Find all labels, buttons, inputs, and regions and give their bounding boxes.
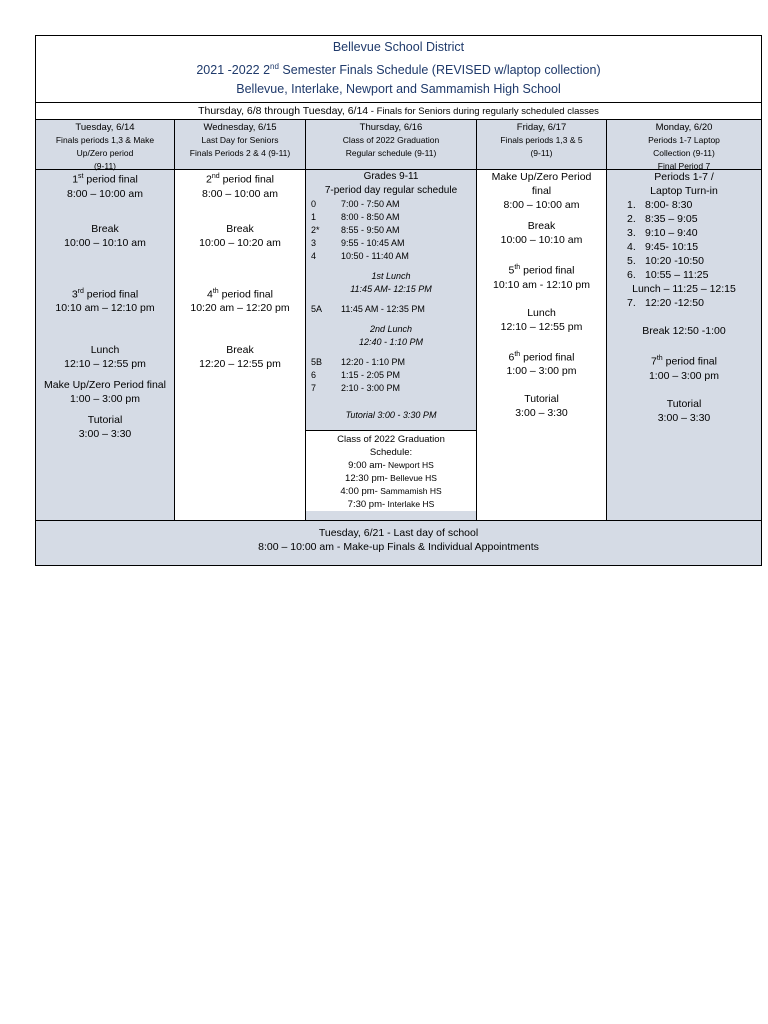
grad-item bbox=[306, 472, 476, 485]
wednesday-day: Wednesday, 6/15 bbox=[203, 122, 277, 134]
fri-p6-num: 6 bbox=[508, 351, 515, 364]
thu-period-list bbox=[306, 198, 476, 263]
wed-p2-num: 2 bbox=[206, 173, 212, 186]
mon-tutorial-label: Tutorial bbox=[666, 397, 702, 410]
tue-makeup-time: 1:00 – 3:00 pm bbox=[69, 393, 141, 406]
fri-p6-rest: period final bbox=[520, 351, 575, 364]
thu-period-time: 2:10 - 3:00 PM bbox=[341, 383, 401, 394]
grad-title-1: Class of 2022 Graduation bbox=[337, 434, 445, 446]
fri-lunch-label: Lunch bbox=[527, 306, 556, 319]
mon-period-num: 7. bbox=[627, 297, 636, 310]
mon-period-time: 12:20 -12:50 bbox=[645, 297, 704, 310]
fri-p5-time: 10:10 am - 12:10 pm bbox=[493, 278, 590, 291]
grad-school: Interlake HS bbox=[385, 499, 435, 510]
mon-period-num: 4. bbox=[627, 241, 636, 254]
thu-period-row bbox=[306, 250, 476, 263]
fri-break-time: 10:00 – 10:10 am bbox=[500, 234, 583, 247]
mon-p7-time: 1:00 – 3:00 pm bbox=[648, 369, 720, 382]
tue-tutorial-time: 3:00 – 3:30 bbox=[78, 428, 132, 441]
footer-last-day: - Last day of school bbox=[384, 527, 479, 540]
thu-period-row bbox=[306, 224, 476, 237]
mon-p7-label bbox=[607, 352, 761, 369]
thu-period-5a bbox=[306, 303, 476, 316]
thu-period-num: 6 bbox=[311, 370, 317, 381]
mon-period-time: 10:55 – 11:25 bbox=[645, 269, 709, 282]
friday-body bbox=[477, 170, 606, 520]
grad-school: Newport HS bbox=[385, 460, 434, 471]
tue-lunch-label: Lunch bbox=[90, 344, 120, 357]
mon-period-item bbox=[627, 240, 761, 254]
friday-sub1: Finals periods 1,3 & 5 bbox=[500, 135, 583, 146]
senior-dates-note: - Finals for Seniors during regularly scheduled classes bbox=[368, 106, 599, 118]
tue-p1-num: 1 bbox=[72, 173, 79, 186]
mon-p7-rest: period final bbox=[662, 355, 717, 368]
tuesday-sub1: Finals periods 1,3 & Make bbox=[55, 135, 155, 146]
schedule-title bbox=[36, 57, 761, 80]
grad-time: 9:00 am- bbox=[348, 460, 386, 472]
thu-period-row bbox=[306, 356, 476, 369]
fri-p5-num: 5 bbox=[508, 264, 515, 277]
schools-title: Bellevue, Interlake, Newport and Sammamish High School bbox=[236, 82, 561, 97]
thu-period-time: 11:45 AM - 12:35 PM bbox=[341, 304, 425, 315]
grad-time: 4:00 pm- bbox=[340, 486, 378, 498]
fri-makeup-time: 8:00 – 10:00 am bbox=[503, 199, 580, 212]
wed-break2-label: Break bbox=[226, 344, 254, 357]
wed-p2-label bbox=[175, 170, 305, 187]
graduation-schedule-box bbox=[306, 430, 476, 511]
fri-p5-rest: period final bbox=[520, 264, 575, 277]
column-friday bbox=[477, 120, 607, 520]
wed-p2-sup: nd bbox=[211, 173, 220, 181]
finals-schedule-sheet bbox=[35, 35, 762, 566]
column-tuesday bbox=[36, 120, 175, 520]
wed-p2-time: 8:00 – 10:00 am bbox=[202, 187, 278, 200]
friday-day: Friday, 6/17 bbox=[516, 122, 567, 134]
thu-period-row bbox=[306, 369, 476, 382]
thu-period-time: 1:15 - 2:05 PM bbox=[341, 370, 401, 381]
grad-time: 7:30 pm- bbox=[347, 499, 386, 511]
grad-time: 12:30 pm- bbox=[345, 473, 388, 485]
thu-period-num: 4 bbox=[311, 251, 317, 262]
grad-school: Bellevue HS bbox=[387, 473, 437, 484]
tuesday-header bbox=[36, 120, 174, 170]
district-title: Bellevue School District bbox=[332, 40, 465, 54]
mon-period-list bbox=[607, 198, 761, 282]
friday-sub2: (9-11) bbox=[530, 148, 553, 159]
mon-heading-1: Periods 1-7 / bbox=[654, 171, 714, 184]
thu-period-time: 7:00 - 7:50 AM bbox=[341, 199, 400, 210]
fri-tutorial-label: Tutorial bbox=[524, 393, 559, 406]
mon-period-time: 9:10 – 9:40 bbox=[645, 227, 698, 240]
wednesday-sub1: Last Day for Seniors bbox=[201, 135, 279, 146]
tue-p3-rest: period final bbox=[83, 288, 139, 301]
thursday-day: Thursday, 6/16 bbox=[359, 122, 423, 134]
thu-lunch2-label: 2nd Lunch bbox=[369, 324, 413, 335]
tue-makeup-label: Make Up/Zero Period final bbox=[44, 379, 166, 392]
thu-grades: Grades 9-11 bbox=[363, 171, 419, 183]
thu-period-num: 7 bbox=[311, 383, 317, 394]
thu-period-num: 5A bbox=[311, 304, 323, 315]
last-day-footer bbox=[36, 521, 761, 565]
mon-lunch: Lunch – 11:25 – 12:15 bbox=[632, 283, 736, 296]
wed-break-label: Break bbox=[226, 222, 254, 235]
mon-period-list-2 bbox=[607, 296, 761, 310]
thu-period-time: 8:55 - 9:50 AM bbox=[341, 225, 400, 236]
wed-break-time: 10:00 – 10:20 am bbox=[199, 236, 281, 249]
thu-period-time: 8:00 - 8:50 AM bbox=[341, 212, 400, 223]
footer-makeup: - Make-up Finals & Individual Appointments bbox=[334, 541, 539, 554]
fri-lunch-time: 12:10 – 12:55 pm bbox=[500, 320, 583, 333]
footer-time: 8:00 – 10:00 am bbox=[258, 541, 335, 554]
monday-sub3: Final Period 7 bbox=[657, 161, 711, 172]
thu-period-num: 3 bbox=[311, 238, 317, 249]
thu-period-list-2 bbox=[306, 356, 476, 395]
column-monday bbox=[607, 120, 761, 520]
wednesday-sub2: Finals Periods 2 & 4 (9-11) bbox=[189, 148, 291, 159]
thu-period-time: 10:50 - 11:40 AM bbox=[341, 251, 409, 262]
footer-line-1 bbox=[36, 526, 761, 540]
mon-period-num: 6. bbox=[627, 269, 636, 282]
tue-tutorial-label: Tutorial bbox=[87, 414, 123, 427]
mon-period-time: 8:00- 8:30 bbox=[645, 199, 693, 212]
thu-period-num: 2* bbox=[311, 225, 320, 236]
thu-period-row bbox=[306, 198, 476, 211]
tue-p3-time: 10:10 am – 12:10 pm bbox=[55, 302, 155, 315]
wed-p4-num: 4 bbox=[207, 288, 213, 301]
fri-p6-label bbox=[477, 348, 606, 365]
tuesday-sub3: (9-11) bbox=[93, 161, 117, 172]
wed-p4-sup: th bbox=[212, 287, 219, 295]
mon-period-num: 2. bbox=[627, 213, 636, 226]
tuesday-day: Tuesday, 6/14 bbox=[75, 122, 135, 134]
tue-p1-rest: period final bbox=[83, 173, 138, 186]
tue-p1-label bbox=[36, 170, 174, 187]
fri-p5-label bbox=[477, 261, 606, 278]
thu-period-row bbox=[306, 303, 476, 316]
fri-makeup-label-2: final bbox=[531, 185, 552, 198]
fri-p6-time: 1:00 – 3:00 pm bbox=[506, 365, 577, 378]
mon-period-item bbox=[627, 212, 761, 226]
wed-p4-time: 10:20 am – 12:20 pm bbox=[190, 302, 290, 315]
tuesday-sub2: Up/Zero period bbox=[76, 148, 134, 159]
friday-header bbox=[477, 120, 606, 170]
thu-period-time: 9:55 - 10:45 AM bbox=[341, 238, 405, 249]
mon-period-item bbox=[627, 296, 761, 310]
schedule-title-year: 2021 -2022 2 bbox=[196, 63, 271, 78]
senior-dates-line bbox=[36, 103, 761, 120]
thu-period-row bbox=[306, 382, 476, 395]
tue-p3-label bbox=[36, 285, 174, 302]
wed-p4-label bbox=[175, 285, 305, 302]
mon-period-time: 10:20 -10:50 bbox=[645, 255, 704, 268]
mon-period-time: 9:45- 10:15 bbox=[645, 241, 699, 254]
fri-tutorial-time: 3:00 – 3:30 bbox=[515, 407, 568, 420]
schedule-title-rest: Semester Finals Schedule (REVISED w/laptop collection) bbox=[278, 63, 601, 78]
footer-date: Tuesday, 6/21 bbox=[318, 527, 385, 540]
tue-p1-sup: st bbox=[78, 173, 84, 181]
title-block bbox=[36, 36, 761, 103]
mon-period-num: 5. bbox=[627, 255, 636, 268]
thu-period-time: 12:20 - 1:10 PM bbox=[341, 357, 406, 368]
mon-period-item bbox=[627, 198, 761, 212]
thu-lunch2-time: 12:40 - 1:10 PM bbox=[358, 337, 424, 348]
mon-p7-num: 7 bbox=[651, 355, 657, 368]
grad-item bbox=[306, 459, 476, 472]
senior-dates-range: Thursday, 6/8 through Tuesday, 6/14 bbox=[198, 105, 369, 118]
tue-break-label: Break bbox=[91, 222, 119, 235]
thu-tutorial: Tutorial 3:00 - 3:30 PM bbox=[345, 410, 437, 421]
thu-period-row bbox=[306, 211, 476, 224]
thursday-header bbox=[306, 120, 476, 170]
thu-schedule-label: 7-period day regular schedule bbox=[324, 185, 458, 197]
monday-day: Monday, 6/20 bbox=[655, 122, 713, 134]
mon-period-item bbox=[627, 268, 761, 282]
mon-period-num: 1. bbox=[627, 199, 636, 212]
fri-p5-sup: th bbox=[514, 264, 521, 272]
monday-sub2: Collection (9-11) bbox=[653, 148, 715, 159]
tuesday-body bbox=[36, 170, 174, 520]
mon-p7-sup: th bbox=[656, 355, 663, 363]
wednesday-header bbox=[175, 120, 305, 170]
fri-break-label: Break bbox=[527, 220, 556, 233]
wed-break2-time: 12:20 – 12:55 pm bbox=[199, 358, 281, 371]
thu-period-num: 5B bbox=[311, 357, 323, 368]
monday-header bbox=[607, 120, 761, 170]
monday-body bbox=[607, 170, 761, 520]
tue-p3-sup: rd bbox=[77, 287, 84, 295]
grad-title-2: Schedule: bbox=[369, 447, 413, 459]
thu-period-row bbox=[306, 237, 476, 250]
tue-lunch-time: 12:10 – 12:55 pm bbox=[64, 358, 146, 371]
wed-p4-rest: period final bbox=[218, 288, 273, 301]
monday-sub1: Periods 1-7 Laptop bbox=[648, 135, 720, 146]
thu-period-num: 1 bbox=[311, 212, 317, 223]
footer-line-2 bbox=[36, 540, 761, 554]
schedule-title-sup: nd bbox=[270, 62, 279, 71]
tue-p1-time: 8:00 – 10:00 am bbox=[67, 187, 143, 200]
wednesday-body bbox=[175, 170, 305, 520]
tue-p3-num: 3 bbox=[71, 288, 78, 301]
thursday-body bbox=[306, 170, 476, 520]
thursday-sub1: Class of 2022 Graduation bbox=[342, 135, 440, 146]
grad-item bbox=[306, 485, 476, 498]
wed-p2-rest: period final bbox=[219, 173, 274, 186]
column-wednesday bbox=[175, 120, 306, 520]
mon-heading-2: Laptop Turn-in bbox=[650, 185, 718, 198]
schedule-grid bbox=[36, 120, 761, 521]
grad-school: Sammamish HS bbox=[377, 486, 442, 497]
mon-tutorial-time: 3:00 – 3:30 bbox=[657, 411, 711, 424]
grad-item bbox=[306, 498, 476, 511]
mon-period-item bbox=[627, 254, 761, 268]
thu-period-num: 0 bbox=[311, 199, 317, 210]
mon-period-time: 8:35 – 9:05 bbox=[645, 213, 698, 226]
mon-period-item bbox=[627, 226, 761, 240]
mon-break: Break 12:50 -1:00 bbox=[642, 325, 726, 338]
thursday-sub2: Regular schedule (9-11) bbox=[345, 148, 437, 159]
thu-lunch1-label: 1st Lunch bbox=[371, 271, 411, 282]
mon-period-num: 3. bbox=[627, 227, 636, 240]
fri-p6-sup: th bbox=[514, 350, 521, 358]
thu-lunch1-time: 11:45 AM- 12:15 PM bbox=[350, 284, 432, 295]
tue-break-time: 10:00 – 10:10 am bbox=[64, 236, 146, 249]
column-thursday bbox=[306, 120, 477, 520]
fri-makeup-label-1: Make Up/Zero Period bbox=[491, 171, 592, 184]
